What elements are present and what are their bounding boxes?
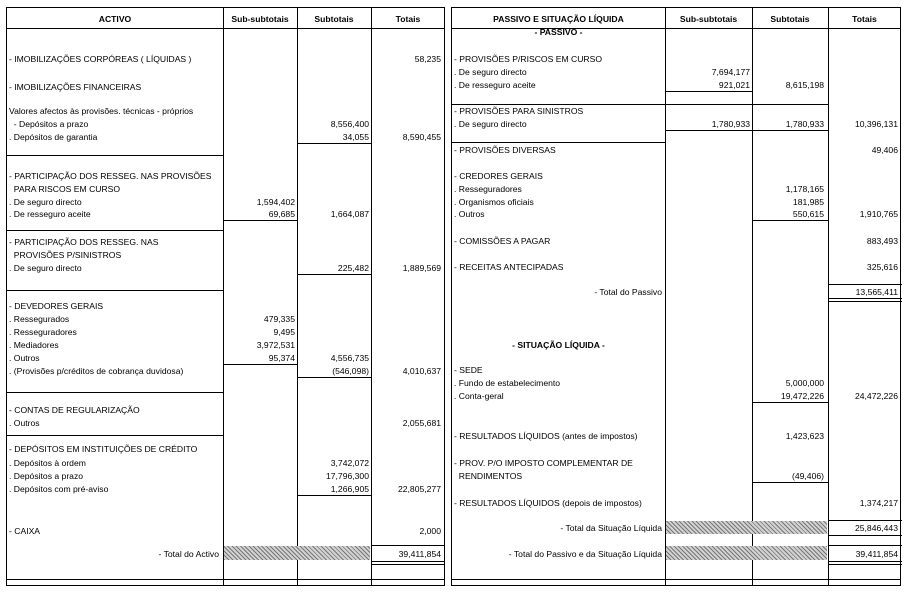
passivo-sub-value: 921,021 — [718, 80, 750, 90]
passivo-row-label: RENDIMENTOS — [454, 471, 523, 481]
activo-row-label: - PARTICIPAÇÃO DOS RESSEG. NAS PROVISÕES — [9, 171, 212, 181]
activo-row-label: - DEPÓSITOS EM INSTITUIÇÕES DE CRÉDITO — [9, 444, 198, 454]
activo-subtot-value: 1,266,905 — [330, 484, 369, 494]
activo-row-label: . Depósitos à ordem — [9, 458, 86, 468]
passivo-subtot-value: 1,780,933 — [785, 119, 824, 129]
passivo-row-label: - PROVISÕES DIVERSAS — [454, 145, 556, 155]
passivo-subtot-value: 550,615 — [792, 209, 824, 219]
passivo-sub-value: 7,694,177 — [711, 67, 750, 77]
passivo-subtot-header: Subtotais — [770, 14, 810, 24]
activo-subtot-value: 225,482 — [337, 263, 369, 273]
activo-tot-value: 8,590,455 — [402, 132, 441, 142]
passivo-row-label: . Organismos oficiais — [454, 197, 534, 207]
activo-row-label: . Depósitos de garantia — [9, 132, 98, 142]
passivo-section-title: - PASSIVO - — [534, 27, 583, 37]
activo-row-label: . De seguro directo — [9, 197, 82, 207]
activo-row-label: - IMOBILIZAÇÕES CORPÓREAS ( LÍQUIDAS ) — [9, 54, 192, 64]
passivo-row-label: - RESULTADOS LÍQUIDOS (antes de impostos) — [454, 431, 638, 441]
passivo-row-label: . De resseguro aceite — [454, 80, 536, 90]
activo-row-label: . Mediadores — [9, 340, 59, 350]
passivo-total-value: 13,565,411 — [855, 287, 898, 297]
activo-subtot-value: 4,556,735 — [330, 353, 369, 363]
activo-row-label: . Ressegurados — [9, 314, 70, 324]
activo-row-label: - DEVEDORES GERAIS — [9, 301, 104, 311]
activo-row-label: PROVISÕES P/SINISTROS — [9, 250, 122, 260]
activo-total-shading — [224, 546, 370, 560]
passivo-row-label: . Fundo de estabelecimento — [454, 378, 561, 388]
activo-sub-value: 479,335 — [263, 314, 295, 324]
activo-sub-header: Sub-subtotais — [231, 14, 289, 24]
situacao-total-value: 25,846,443 — [854, 523, 898, 533]
activo-subtot-value: 34,055 — [342, 132, 369, 142]
passivo-subtot-value: 8,615,198 — [785, 80, 824, 90]
passivo-grand-total: 39,411,854 — [855, 549, 898, 559]
passivo-row-label: - CREDORES GERAIS — [454, 171, 543, 181]
activo-tot-value: 4,010,637 — [402, 366, 441, 376]
activo-row-label: PARA RISCOS EM CURSO — [9, 184, 121, 194]
passivo-subtot-value: 19,472,226 — [780, 391, 824, 401]
passivo-tot-header: Totais — [852, 14, 877, 24]
activo-row-label: - Depósitos a prazo — [9, 119, 89, 129]
activo-tot-value: 22,805,277 — [397, 484, 441, 494]
activo-subtot-header: Subtotais — [314, 14, 354, 24]
passivo-tot-value: 1,910,765 — [859, 209, 898, 219]
passivo-row-label: . De seguro directo — [454, 119, 527, 129]
situacao-total-label: - Total da Situação Líquida — [560, 523, 662, 533]
passivo-subtot-value: 1,178,165 — [785, 184, 824, 194]
passivo-subtot-value: 181,985 — [792, 197, 824, 207]
passivo-row-label: . Conta-geral — [454, 391, 504, 401]
passivo-row-label: - SEDE — [454, 365, 483, 375]
activo-total-label: - Total do Activo — [158, 549, 219, 559]
activo-tot-value: 58,235 — [414, 54, 441, 64]
activo-row-label: - CONTAS DE REGULARIZAÇÃO — [9, 405, 140, 415]
passivo-header: PASSIVO E SITUAÇÃO LÍQUIDA — [493, 14, 624, 24]
passivo-row-label: - PROVISÕES PARA SINISTROS — [454, 106, 584, 116]
passivo-total-label: - Total do Passivo — [594, 287, 662, 297]
activo-subtot-value: 1,664,087 — [330, 209, 369, 219]
activo-tot-value: 2,000 — [419, 526, 441, 536]
passivo-subtot-value: 5,000,000 — [785, 378, 824, 388]
activo-row-label: . Outros — [9, 353, 40, 363]
activo-header: ACTIVO — [98, 14, 132, 24]
activo-row-label: . De seguro directo — [9, 263, 82, 273]
activo-sub-value: 69,685 — [268, 209, 295, 219]
activo-subtot-value: (546,098) — [332, 366, 369, 376]
activo-row-label: - CAIXA — [9, 526, 41, 536]
passivo-tot-value: 325,616 — [866, 262, 898, 272]
passivo-subtot-value: 1,423,623 — [785, 431, 824, 441]
passivo-row-label: - RECEITAS ANTECIPADAS — [454, 262, 564, 272]
passivo-tot-value: 24,472,226 — [854, 391, 898, 401]
activo-row-label: . Outros — [9, 418, 40, 428]
activo-tot-value: 2,055,681 — [402, 418, 441, 428]
activo-subtot-value: 17,796,300 — [325, 471, 369, 481]
activo-row-label: - IMOBILIZAÇÕES FINANCEIRAS — [9, 82, 142, 92]
passivo-row-label: - RESULTADOS LÍQUIDOS (depois de impostos) — [454, 498, 642, 508]
activo-row-label: . De resseguro aceite — [9, 209, 91, 219]
activo-subtot-value: 3,742,072 — [330, 458, 369, 468]
situacao-section-title: - SITUAÇÃO LÍQUIDA - — [512, 340, 605, 350]
activo-sub-value: 95,374 — [268, 353, 295, 363]
passivo-tot-value: 1,374,217 — [859, 498, 898, 508]
activo-row-label: . Depósitos a prazo — [9, 471, 84, 481]
passivo-row-label: - PROV. P/O IMPOSTO COMPLEMENTAR DE — [454, 458, 633, 468]
passivo-grand-total-label: - Total do Passivo e da Situação Líquida — [508, 549, 662, 559]
activo-row-label: Valores afectos às provisões. técnicas - próprios — [9, 106, 194, 116]
activo-sub-value: 9,495 — [273, 327, 295, 337]
passivo-tot-value: 49,406 — [871, 145, 898, 155]
passivo-row-label: . De seguro directo — [454, 67, 527, 77]
passivo-tot-value: 883,493 — [866, 236, 898, 246]
passivo-sub-header: Sub-subtotais — [679, 14, 738, 24]
passivo-tot-value: 10,396,131 — [854, 119, 898, 129]
activo-tot-header: Totais — [395, 14, 421, 24]
activo-row-label: . Resseguradores — [9, 327, 77, 337]
activo-row-label: - PARTICIPAÇÃO DOS RESSEG. NAS — [9, 237, 159, 247]
passivo-sub-value: 1,780,933 — [711, 119, 750, 129]
passivo-row-label: . Resseguradores — [454, 184, 522, 194]
activo-subtot-value: 8,556,400 — [330, 119, 369, 129]
activo-sub-value: 3,972,531 — [256, 340, 295, 350]
passivo-row-label: . Outros — [454, 209, 485, 219]
passivo-row-label: - PROVISÕES P/RISCOS EM CURSO — [454, 54, 603, 64]
activo-sub-value: 1,594,402 — [256, 197, 295, 207]
activo-row-label: . Depósitos com pré-aviso — [9, 484, 109, 494]
activo-table — [6, 7, 445, 586]
situacao-total-shading — [666, 521, 827, 534]
passivo-row-label: - COMISSÕES A PAGAR — [454, 236, 551, 246]
passivo-total-shading — [666, 546, 827, 560]
activo-tot-value: 1,889,569 — [402, 263, 441, 273]
passivo-table — [451, 7, 901, 586]
activo-grand-total: 39,411,854 — [398, 549, 441, 559]
activo-row-label: . (Provisões p/créditos de cobrança duvidosa) — [9, 366, 184, 376]
passivo-subtot-value: (49,406) — [791, 471, 824, 481]
